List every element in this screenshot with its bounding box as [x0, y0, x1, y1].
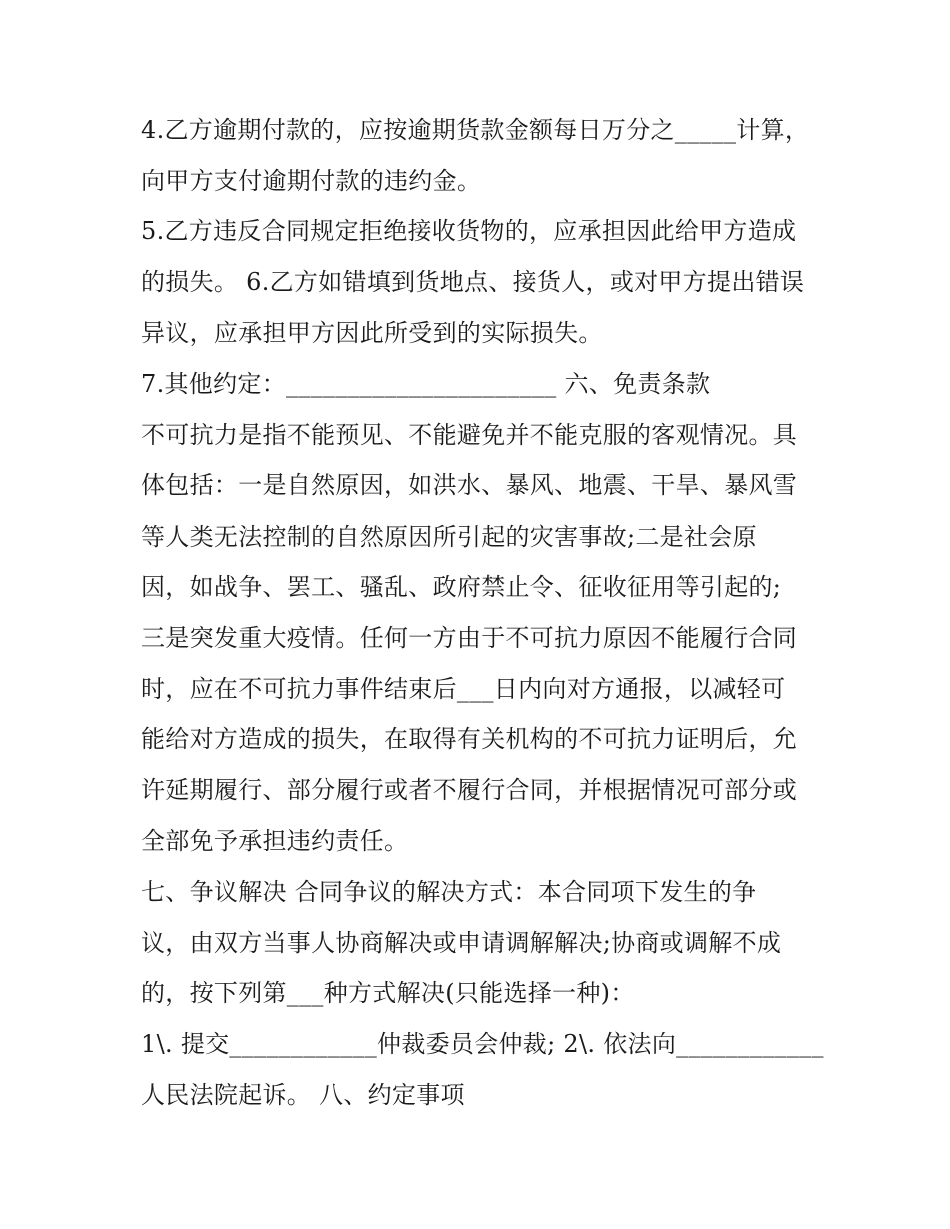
- text-line: 能给对方造成的损失，在取得有关机构的不可抗力证明后，允: [141, 725, 798, 753]
- text-line: 异议，应承担甲方因此所受到的实际损失。: [141, 319, 603, 347]
- text-line: 全部免予承担违约责任。: [141, 827, 409, 855]
- text-line: 等人类无法控制的自然原因所引起的灾害事故;二是社会原: [141, 523, 757, 551]
- text-line: 七、争议解决 合同争议的解决方式：本合同项下发生的争: [141, 878, 757, 906]
- text-line: 向甲方支付逾期付款的违约金。: [141, 167, 482, 195]
- text-line: 7.其他约定：______________________ 六、免责条款: [141, 370, 711, 398]
- text-line: 时，应在不可抗力事件结束后___日内向对方通报，以减轻可: [141, 675, 786, 703]
- text-line: 三是突发重大疫情。任何一方由于不可抗力原因不能履行合同: [141, 624, 798, 652]
- text-line: 1\. 提交____________仲裁委员会仲裁; 2\. 依法向____________: [141, 1030, 824, 1058]
- text-line: 人民法院起诉。 八、约定事项: [141, 1081, 465, 1109]
- text-line: 许延期履行、部分履行或者不履行合同，并根据情况可部分或: [141, 776, 798, 804]
- text-line: 议，由双方当事人协商解决或申请调解解决;协商或调解不成: [141, 929, 782, 957]
- text-line: 体包括：一是自然原因，如洪水、暴风、地震、干旱、暴风雪: [141, 471, 798, 499]
- text-line: 5.乙方违反合同规定拒绝接收货物的，应承担因此给甲方造成: [141, 217, 797, 245]
- text-line: 不可抗力是指不能预见、不能避免并不能克服的客观情况。具: [141, 421, 798, 449]
- text-line: 的，按下列第___种方式解决(只能选择一种)：: [141, 979, 635, 1007]
- text-line: 的损失。 6.乙方如错填到货地点、接货人，或对甲方提出错误: [141, 268, 805, 296]
- text-line: 4.乙方逾期付款的，应按逾期货款金额每日万分之_____计算，: [141, 116, 810, 144]
- text-line: 因，如战争、罢工、骚乱、政府禁止令、征收征用等引起的;: [141, 573, 782, 601]
